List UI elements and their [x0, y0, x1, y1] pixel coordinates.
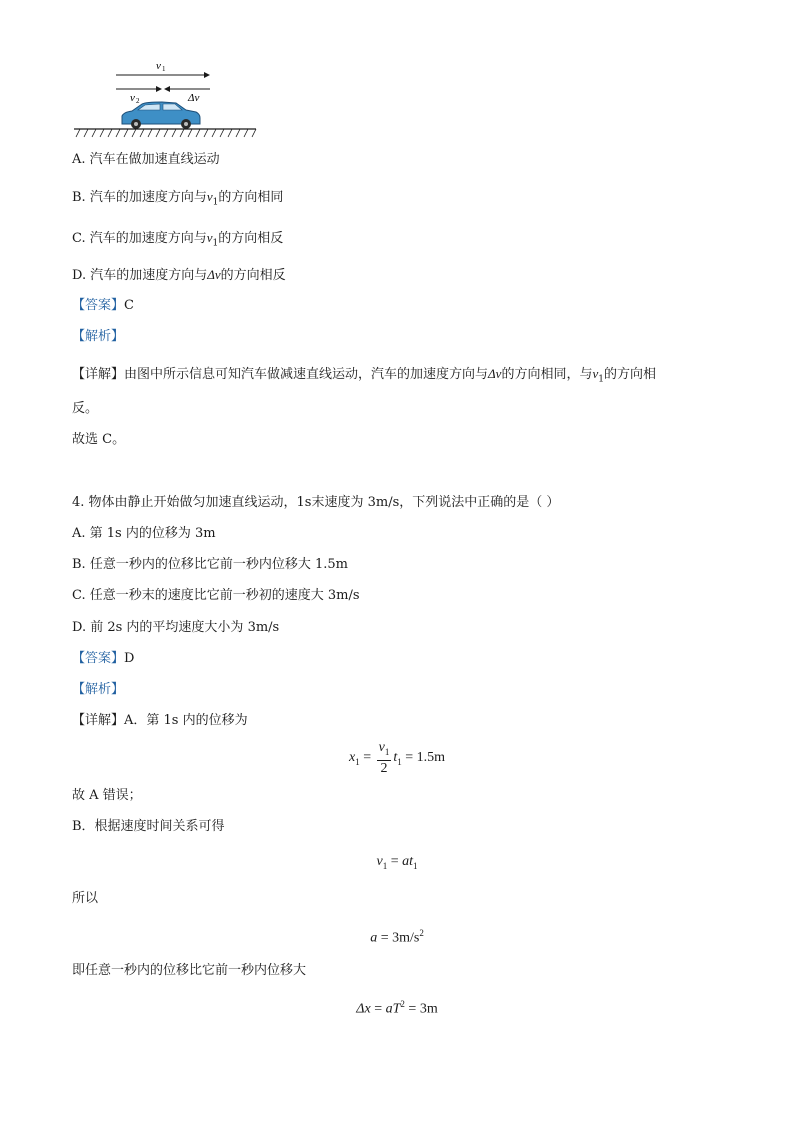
q3-detail-cont: 反。	[72, 401, 99, 416]
car-velocity-figure	[70, 58, 270, 138]
delta-v-label: Δv	[188, 92, 200, 104]
q3-detail: 【详解】由图中所示信息可知汽车做减速直线运动，汽车的加速度方向与Δv的方向相同，与$v_1$的方向相	[72, 366, 656, 385]
equation-x1: $x_1$ = $\frac{v_1}{2}$ $t_1 = 1.5m$	[348, 740, 446, 776]
q4-next-line: 即任意一秒内的位移比它前一秒内位移大	[72, 963, 307, 978]
q4-answer: 【答案】D	[72, 651, 135, 666]
q4-option-c: C. 任意一秒末的速度比它前一秒初的速度大 3m/s	[72, 588, 360, 603]
q3-conclusion: 故选 C。	[72, 432, 126, 447]
q4-wrong-a: 故 A 错误；	[72, 788, 142, 803]
q4-option-a: A. 第 1s 内的位移为 3m	[72, 526, 216, 541]
equation-v1: $v_1 = at_1$	[376, 854, 418, 871]
svg-text:1: 1	[162, 65, 166, 73]
q3-option-b: B. 汽车的加速度方向与$v_1$的方向相同	[72, 189, 284, 208]
svg-text:2: 2	[136, 97, 140, 105]
car-icon	[122, 102, 200, 129]
q3-option-c: C. 汽车的加速度方向与$v_1$的方向相反	[72, 230, 284, 249]
q4-analysis-tag: 【解析】	[72, 682, 125, 697]
q3-option-d: D. 汽车的加速度方向与Δv的方向相反	[72, 267, 286, 283]
q4-detail-a: 【详解】A．第 1s 内的位移为	[72, 713, 248, 728]
q4-so: 所以	[72, 891, 99, 906]
equation-dx: $\Delta x = aT^2 = 3m$	[356, 999, 438, 1017]
v1-label: v	[156, 60, 161, 72]
ground-hatching	[74, 129, 256, 137]
q3-option-a: A. 汽车在做加速直线运动	[72, 152, 220, 167]
q4-option-b: B. 任意一秒内的位移比它前一秒内位移大 1.5m	[72, 557, 348, 572]
q3-answer: 【答案】C	[72, 298, 134, 313]
q4-stem: 4. 物体由静止开始做匀加速直线运动，1s末速度为 3m/s，下列说法中正确的是（ ）	[72, 495, 560, 510]
v2-label: v	[130, 92, 135, 104]
equation-a: $a = 3m/s^2$	[370, 928, 424, 946]
q3-analysis-tag: 【解析】	[72, 329, 125, 344]
q4-b-line: B．根据速度时间关系可得	[72, 819, 225, 834]
q4-option-d: D. 前 2s 内的平均速度大小为 3m/s	[72, 620, 280, 635]
